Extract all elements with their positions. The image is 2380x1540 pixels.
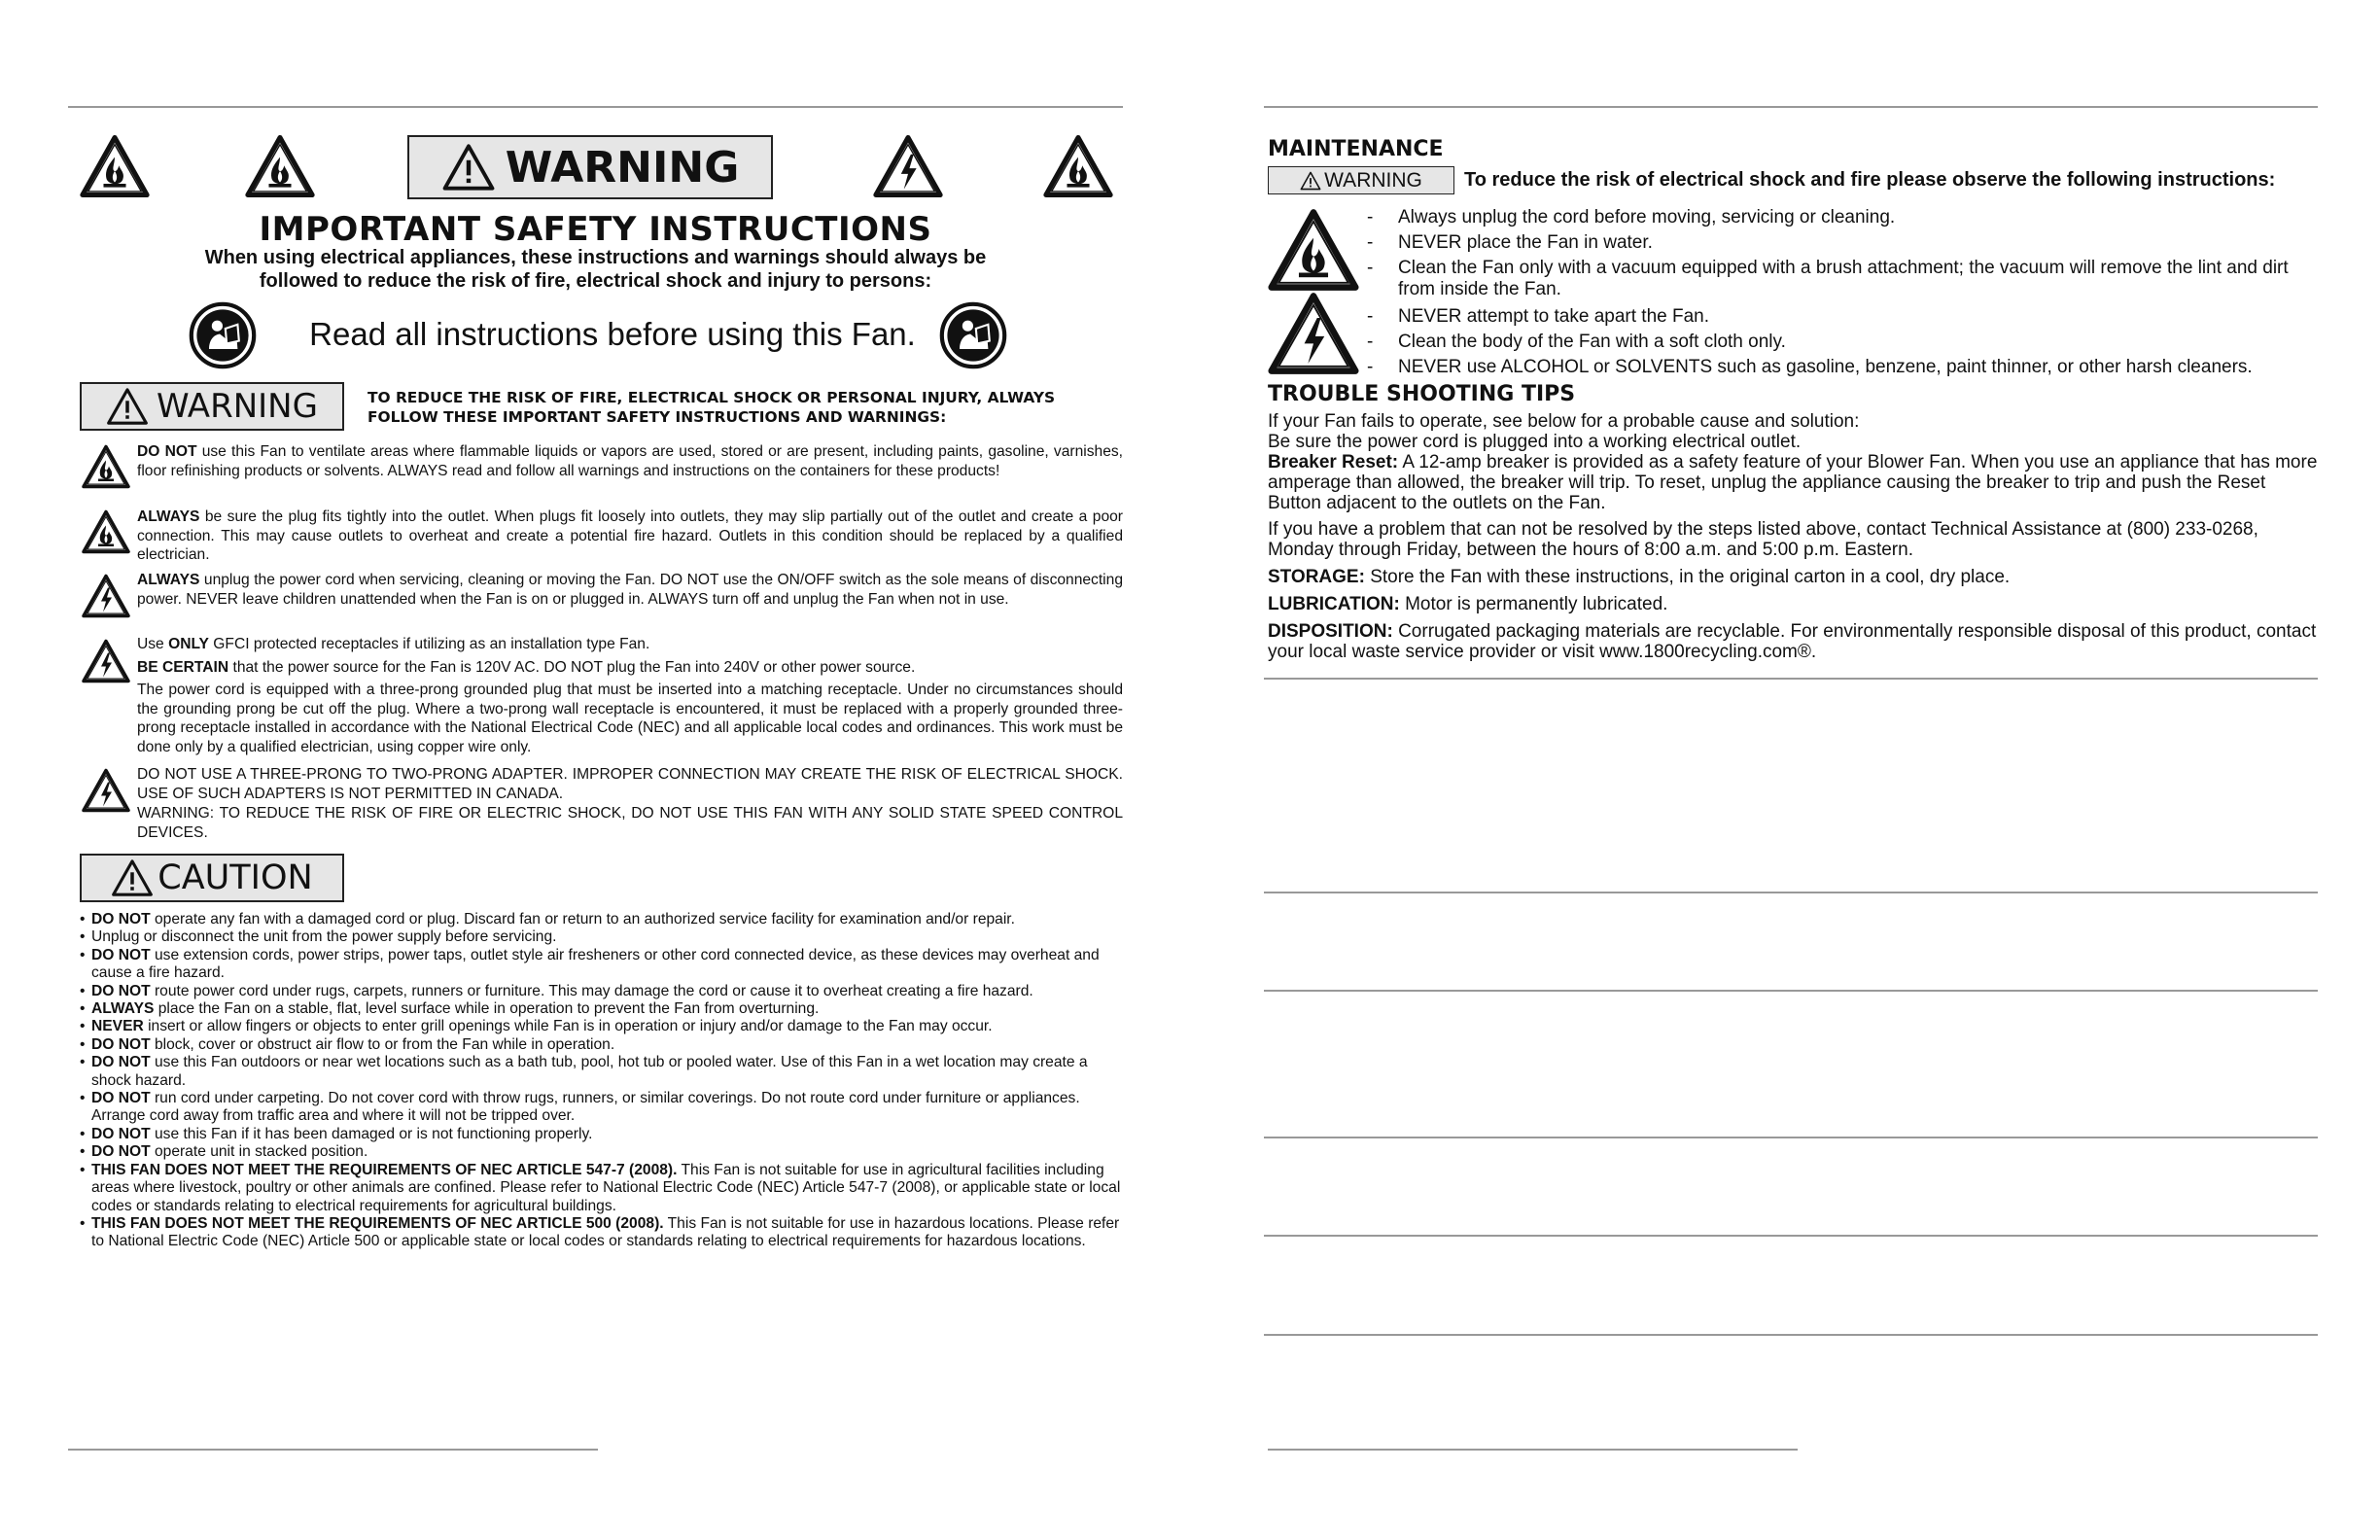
top-rule-right [1264,106,2318,108]
bottom-rule-left [68,1449,598,1451]
caution-list [80,911,1123,1251]
maintenance-warning-box [1268,166,1454,194]
caution-box [80,854,344,902]
caution-item: • DO NOT route power cord under rugs, carpets, runners or furniture. This may damage the cord or cause it to overheat creating a fire hazard. [80,982,1033,999]
maintenance-warning-text: To reduce the risk of electrical shock and fire please observe the following instructions: [1464,169,2276,191]
read-manual-icon [939,301,1007,369]
caution-item: • THIS FAN DOES NOT MEET THE REQUIREMENTS OF NEC ARTICLE 500 (2008). This Fan is not suitable for use in hazardous locations. Please refer to National Electric Code (NEC) Article 500 or applicable state or local codes or standards relating to electrical requirements for hazardous locations. [80,1214,1120,1250]
caution-item: • DO NOT use this Fan outdoors or near wet locations such as a bath tub, pool, hot tub or pooled water. Use of this Fan in a wet location may create a shock hazard. [80,1054,1088,1089]
caution-label: CAUTION [158,858,313,897]
electric-shock-icon [82,574,130,618]
caution-item: • Unplug or disconnect the unit from the power supply before servicing. [80,928,557,946]
caution-item: • DO NOT operate any fan with a damaged cord or plug. Discard fan or return to an authorized service facility for examination and/or repair. [80,911,1015,928]
alert-triangle-icon [441,143,496,192]
alert-triangle-icon [106,387,149,426]
fire-warning-icon [82,509,130,554]
page-title: IMPORTANT SAFETY INSTRUCTIONS [259,210,932,249]
trouble-intro [1268,411,2320,452]
warning-paragraph-8: WARNING: TO REDUCE THE RISK OF FIRE OR ELECTRIC SHOCK, DO NOT USE THIS FAN WITH ANY SOLID STATE SPEED CONTROL DEVICES. [137,805,1123,841]
banner-warning-label: WARNING [505,142,740,192]
note-line [1264,1334,2318,1336]
maintenance-warning-label: WARNING [1324,168,1422,192]
warning-paragraph-2: ALWAYS be sure the plug fits tightly into the outlet. When plugs fit loosely into outlets, they may slip partially out of the outlet and create a poor connection. This may cause outlets to overheat and create a potential fire hazard. Outlets in this condition should be replaced by a qualified electrician. [137,508,1123,563]
warning-paragraph-7: DO NOT USE A THREE-PRONG TO TWO-PRONG ADAPTER. IMPROPER CONNECTION MAY CREATE THE RISK OF ELECTRICAL SHOCK. USE OF SUCH ADAPTERS IS NOT PERMITTED IN CANADA. [137,766,1123,802]
safety-warning-label: WARNING [157,387,318,426]
subtitle-line-2: followed to reduce the risk of fire, electrical shock and injury to persons: [259,270,932,292]
fire-warning-icon [80,134,150,198]
safety-warning-box [80,382,344,431]
maintenance-item: - Always unplug the cord before moving, servicing or cleaning. [1367,207,1896,228]
warning-paragraph-5: BE CERTAIN that the power source for the Fan is 120V AC. DO NOT plug the Fan into 240V or other power source. [137,659,916,676]
note-line [1264,678,2318,680]
technical-assistance: If you have a problem that can not be resolved by the steps listed above, contact Technical Assistance at (800) 233-0268, Monday through Friday, between the hours of 8:00 a.m. and 5:00 p.m. Eastern. [1268,519,2258,560]
fire-warning-icon [1043,134,1113,198]
banner-warning [407,135,773,199]
safety-warning-text [368,388,1126,427]
disposition: DISPOSITION: Corrugated packaging materials are recyclable. For environmentally responsible disposal of this product, contact your local waste service provider or visit www.1800recycling.com®. [1268,621,2317,662]
bottom-rule-right [1268,1449,1798,1451]
caution-item: • DO NOT operate unit in stacked position. [80,1143,368,1161]
trouble-intro-line-2: Be sure the power cord is plugged into a working electrical outlet. [1268,432,1802,452]
electric-shock-icon [1268,292,1359,375]
breaker-reset: Breaker Reset: A 12-amp breaker is provided as a safety feature of your Blower Fan. When you use an appliance that has more amperage than allowed, the breaker will trip. To reset, unplug the appliance causing the breaker to trip and push the Reset Button adjacent to the outlets on the Fan. [1268,452,2318,513]
top-rule-left [68,106,1123,108]
note-line [1264,990,2318,992]
alert-triangle-icon [111,858,154,897]
storage: STORAGE: Store the Fan with these instructions, in the original carton in a cool, dry place. [1268,567,2011,587]
caution-item: • NEVER insert or allow fingers or objects to enter grill openings while Fan is in operation or injury and/or damage to the Fan may occur. [80,1018,993,1035]
maintenance-item: - Clean the body of the Fan with a soft cloth only. [1367,332,1786,352]
maintenance-item: - NEVER attempt to take apart the Fan. [1367,306,1709,327]
maintenance-list [1367,205,2320,380]
safety-warning-line-2: FOLLOW THESE IMPORTANT SAFETY INSTRUCTIONS AND WARNINGS: [368,408,947,426]
electric-shock-icon [82,639,130,683]
maintenance-item: - Clean the Fan only with a vacuum equipped with a brush attachment; the vacuum will remove the lint and dirt from inside the Fan. [1367,258,2289,299]
warning-paragraph-1: DO NOT use this Fan to ventilate areas where flammable liquids or vapors are used, stored or are present, including paints, gasoline, varnishes, floor refinishing products or solvents. ALWAYS read and follow all warnings and instructions on the containers for these products! [137,443,1123,479]
safety-warning-line-1: TO REDUCE THE RISK OF FIRE, ELECTRICAL SHOCK OR PERSONAL INJURY, ALWAYS [368,389,1056,406]
trouble-intro-line-1: If your Fan fails to operate, see below for a probable cause and solution: [1268,411,1860,432]
warning-paragraph-6: The power cord is equipped with a three-prong grounded plug that must be inserted into a matching receptacle. Under no circumstances should the grounding prong be cut off the plug. Where a two-prong wall receptacle is encountered, it must be replaced with a properly grounded three-prong receptacle installed in accordance with the National Electrical Code (NEC) and all applicable local codes and ordinances. This work must be done only by a qualified electrician, using copper wire only. [137,682,1123,755]
electric-shock-icon [82,768,130,813]
caution-item: • DO NOT run cord under carpeting. Do not cover cord with throw rugs, runners, or similar coverings. Do not route cord under furniture or appliances. Arrange cord away from traffic area and where it will not be tripped over. [80,1090,1080,1125]
maintenance-item: - NEVER use ALCOHOL or SOLVENTS such as gasoline, benzene, paint thinner, or other harsh cleaners. [1367,357,2253,377]
caution-item: • THIS FAN DOES NOT MEET THE REQUIREMENTS OF NEC ARTICLE 547-7 (2008). This Fan is not suitable for use in agricultural facilities including areas where livestock, poultry or other animals are confined. Please refer to National Electric Code (NEC) Article 547-7 (2008), or applicable state or local codes or standards relating to electrical requirements for agricultural buildings. [80,1161,1121,1214]
subtitle-line-1: When using electrical appliances, these instructions and warnings should always be [204,247,987,268]
fire-warning-icon [1268,208,1359,292]
warning-paragraph-3: ALWAYS unplug the power cord when servicing, cleaning or moving the Fan. DO NOT use the ON/OFF switch as the sole means of disconnecting power. NEVER leave children unattended when the Fan is on or plugged in. ALWAYS turn off and unplug the Fan when not in use. [137,572,1123,608]
note-line [1264,1235,2318,1237]
fire-hazard-icon [245,134,315,198]
caution-item: • DO NOT use this Fan if it has been damaged or is not functioning properly. [80,1125,593,1142]
read-manual-icon [189,301,257,369]
subtitle [68,246,1123,293]
fire-warning-icon [82,444,130,489]
alert-triangle-icon [1300,171,1321,191]
maintenance-title: MAINTENANCE [1268,137,1444,161]
read-all-instructions: Read all instructions before using this Fan. [309,316,916,352]
trouble-shooting-title: TROUBLE SHOOTING TIPS [1268,382,1576,406]
electric-shock-icon [873,134,943,198]
note-line [1264,892,2318,893]
note-line [1264,1137,2318,1138]
lubrication: LUBRICATION: Motor is permanently lubricated. [1268,594,1668,614]
caution-item: • ALWAYS place the Fan on a stable, flat, level surface while in operation to prevent the Fan from overturning. [80,1000,820,1018]
maintenance-item: - NEVER place the Fan in water. [1367,232,1653,253]
caution-item: • DO NOT use extension cords, power strips, power taps, outlet style air fresheners or other cord connected device, as these devices may overheat and cause a fire hazard. [80,946,1100,982]
caution-item: • DO NOT block, cover or obstruct air flow to or from the Fan while in operation. [80,1035,615,1053]
warning-paragraph-4: Use ONLY GFCI protected receptacles if utilizing as an installation type Fan. [137,636,650,652]
